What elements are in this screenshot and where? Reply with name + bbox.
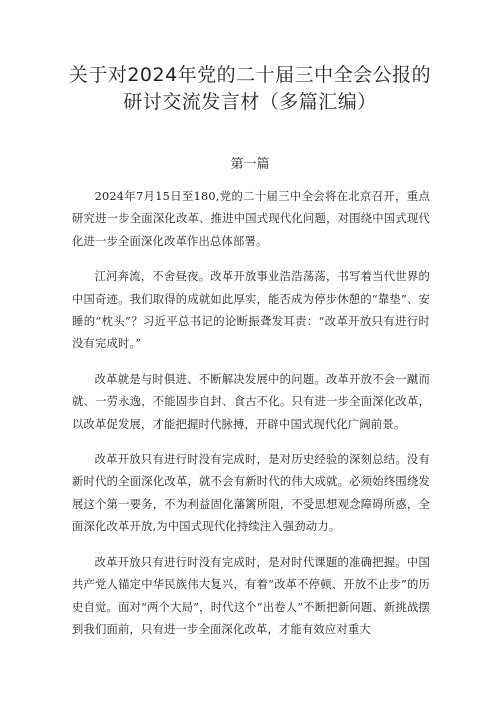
paragraph: 江河奔流，不舍昼夜。改革开放事业浩浩荡荡，书写着当代世界的中国奇迹。我们取得的成就如此厚实，能否成为停步休憩的“靠垫”、安睡的“枕头”？习近平总书记的论断振聋发耳责：“改革开放只有进行时没有完成时。”	[72, 270, 430, 351]
paragraph: 改革开放只有进行时没有完成时，是对历史经验的深刻总结。没有新时代的全面深化改革，就不会有新时代的伟大成就。必须始终围绕发展这个第一要务，不为利益固化藩篱所阻，不受思想观念障碍所惑，全面深化改革开放,为中国式现代化持续注入强劲动力。	[72, 453, 430, 534]
document-title: 关于对2024年党的二十届三中全会公报的研讨交流发言材（多篇汇编）	[68, 64, 432, 113]
document-body	[72, 186, 430, 654]
section-heading: 第一篇	[230, 157, 270, 172]
paragraph: 改革开放只有进行时没有完成时，是对时代课题的准确把握。中国共产党人锚定中华民族伟大复兴，有着“改革不停顿、开放不止步”的历史自觉。面对“两个大局”，时代这个“出卷人”不断把新问题、新挑战摆到我们面前，只有进一步全面深化改革，才能有效应对重大	[72, 555, 430, 636]
paragraph: 改革就是与时俱进、不断解决发展中的问题。改革开放不会一蹴而就、一劳永逸，不能固步自封、食古不化。只有进一步全面深化改革，以改革促发展，才能把握时代脉搏，开辟中国式现代化广阔前景。	[72, 372, 430, 431]
paragraph: 2024年7月15日至180,党的二十届三中全会将在北京召开，重点研究进一步全面深化改革、推进中国式现代化问题，对围绕中国式现代化进一步全面深化改革作出总体部署。	[72, 190, 430, 248]
